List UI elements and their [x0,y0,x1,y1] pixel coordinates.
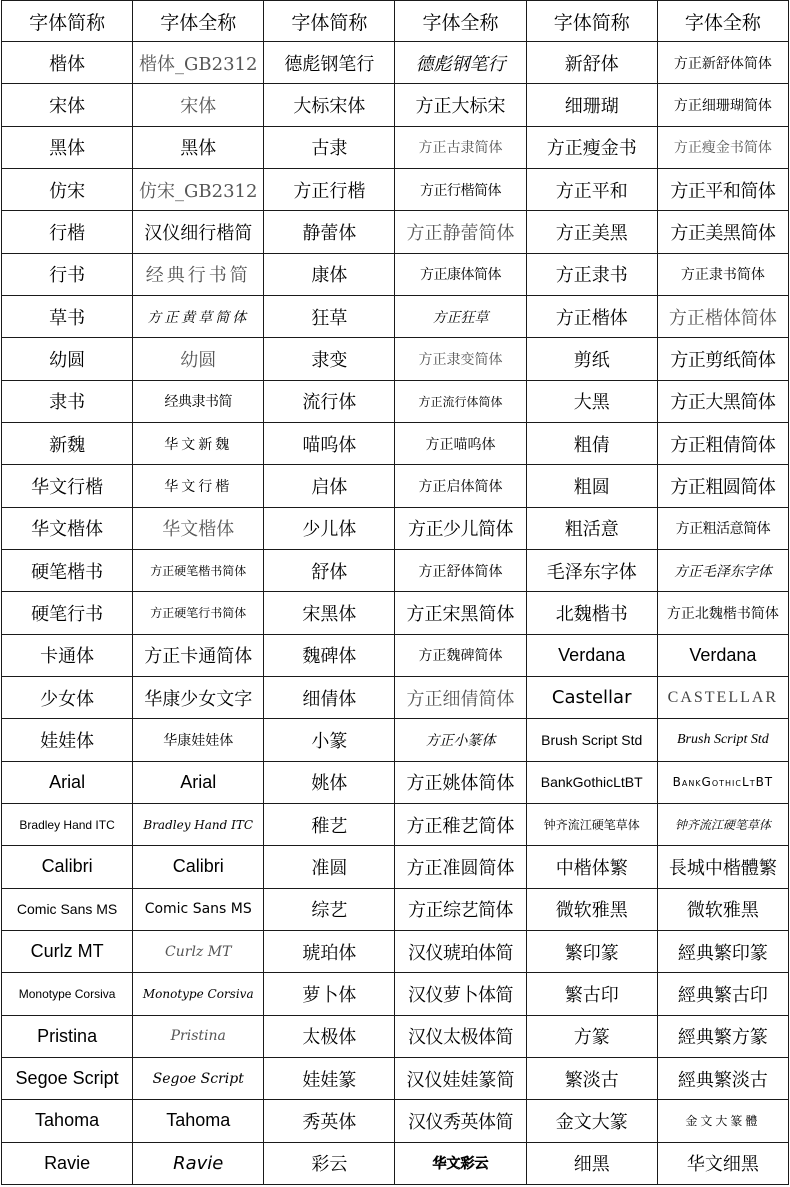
font-full-name-cell: 方正平和简体 [657,168,788,210]
font-full-name-cell: Verdana [657,634,788,676]
font-full-name-cell: 方正综艺简体 [395,888,526,930]
font-short-name-cell: 方正行楷 [264,168,395,210]
font-short-name-cell: Bradley Hand ITC [2,803,133,845]
font-short-name-cell: 综艺 [264,888,395,930]
font-full-name-cell: 方正舒体简体 [395,549,526,591]
font-short-name-cell: Arial [2,761,133,803]
table-row [2,634,789,676]
font-full-name-cell: 經典繁淡古 [657,1057,788,1099]
header-cell: 字体全称 [395,1,526,42]
font-short-name-cell: 卡通体 [2,634,133,676]
table-row [2,42,789,84]
font-short-name-cell: 繁淡古 [526,1057,657,1099]
font-short-name-cell: Brush Script Std [526,719,657,761]
font-short-name-cell: 细珊瑚 [526,84,657,126]
font-full-name-cell: 方正北魏楷书简体 [657,592,788,634]
font-short-name-cell: 繁印篆 [526,930,657,972]
table-row [2,761,789,803]
font-full-name-cell: 汉仪细行楷简 [133,211,264,253]
font-short-name-cell: 楷体 [2,42,133,84]
font-short-name-cell: 草书 [2,295,133,337]
font-short-name-cell: 琥珀体 [264,930,395,972]
font-full-name-cell: 方正少儿简体 [395,507,526,549]
font-short-name-cell: Segoe Script [2,1057,133,1099]
font-full-name-cell: Ravie [133,1142,264,1184]
font-short-name-cell: 娃娃篆 [264,1057,395,1099]
font-short-name-cell: 方正美黑 [526,211,657,253]
font-full-name-cell: 方正美黑简体 [657,211,788,253]
table-row [2,422,789,464]
font-full-name-cell: Segoe Script [133,1057,264,1099]
font-full-name-cell: 方正粗倩简体 [657,422,788,464]
font-full-name-cell: 汉仪娃娃篆简 [395,1057,526,1099]
font-full-name-cell: Calibri [133,846,264,888]
font-full-name-cell: 经典隶书简 [133,380,264,422]
header-cell: 字体全称 [133,1,264,42]
font-short-name-cell: 大标宋体 [264,84,395,126]
font-short-name-cell: 准圆 [264,846,395,888]
font-full-name-cell: 方正粗活意简体 [657,507,788,549]
font-full-name-cell: 方正细倩简体 [395,676,526,718]
font-short-name-cell: 粗活意 [526,507,657,549]
table-row [2,549,789,591]
font-short-name-cell: 中楷体繁 [526,846,657,888]
font-short-name-cell: Castellar [526,676,657,718]
font-full-name-cell: 方正准圆简体 [395,846,526,888]
font-short-name-cell: 流行体 [264,380,395,422]
font-short-name-cell: 稚艺 [264,803,395,845]
table-row [2,1015,789,1057]
font-short-name-cell: Tahoma [2,1100,133,1142]
font-short-name-cell: 硬笔行书 [2,592,133,634]
font-short-name-cell: 少儿体 [264,507,395,549]
header-cell: 字体简称 [526,1,657,42]
font-short-name-cell: Curlz MT [2,930,133,972]
font-full-name-cell: 华康少女文字 [133,676,264,718]
font-full-name-cell: 方正行楷简体 [395,168,526,210]
table-row [2,1100,789,1142]
font-full-name-cell: 方正剪纸简体 [657,338,788,380]
font-full-name-cell: 方正黄草简体 [133,295,264,337]
font-full-name-cell: 华文行楷 [133,465,264,507]
font-short-name-cell: 大黑 [526,380,657,422]
font-short-name-cell: 狂草 [264,295,395,337]
font-full-name-cell: 汉仪萝卜体简 [395,973,526,1015]
font-short-name-cell: Pristina [2,1015,133,1057]
font-full-name-cell: Bradley Hand ITC [133,803,264,845]
font-full-name-cell: 幼圆 [133,338,264,380]
table-row [2,1057,789,1099]
font-short-name-cell: Monotype Corsiva [2,973,133,1015]
font-full-name-cell: 方正宋黑简体 [395,592,526,634]
table-row [2,295,789,337]
table-body [2,42,789,1185]
font-full-name-cell: 汉仪琥珀体简 [395,930,526,972]
font-short-name-cell: 细黑 [526,1142,657,1184]
font-short-name-cell: 行楷 [2,211,133,253]
font-short-name-cell: Verdana [526,634,657,676]
font-full-name-cell: 方正静蕾简体 [395,211,526,253]
font-short-name-cell: 方篆 [526,1015,657,1057]
font-full-name-cell: 汉仪太极体简 [395,1015,526,1057]
font-short-name-cell: 彩云 [264,1142,395,1184]
font-reference-table [1,0,789,1185]
font-full-name-cell: 方正启体简体 [395,465,526,507]
font-full-name-cell: 經典繁印篆 [657,930,788,972]
font-full-name-cell: 方正古隶简体 [395,126,526,168]
font-full-name-cell: 方正隶变简体 [395,338,526,380]
font-short-name-cell: 细倩体 [264,676,395,718]
font-full-name-cell: 德彪钢笔行 [395,42,526,84]
font-short-name-cell: 宋体 [2,84,133,126]
font-full-name-cell: 黑体 [133,126,264,168]
font-full-name-cell: 汉仪秀英体简 [395,1100,526,1142]
table-row [2,803,789,845]
font-short-name-cell: 毛泽东字体 [526,549,657,591]
table-row [2,930,789,972]
font-full-name-cell: Comic Sans MS [133,888,264,930]
font-full-name-cell: 华文细黑 [657,1142,788,1184]
font-full-name-cell: 楷体_GB2312 [133,42,264,84]
table-row [2,676,789,718]
font-full-name-cell: Monotype Corsiva [133,973,264,1015]
font-full-name-cell: 方正瘦金书简体 [657,126,788,168]
font-short-name-cell: 宋黑体 [264,592,395,634]
font-short-name-cell: 金文大篆 [526,1100,657,1142]
font-full-name-cell: 方正粗圆简体 [657,465,788,507]
table-row [2,846,789,888]
font-short-name-cell: 启体 [264,465,395,507]
font-short-name-cell: 方正平和 [526,168,657,210]
font-short-name-cell: Ravie [2,1142,133,1184]
font-short-name-cell: 魏碑体 [264,634,395,676]
header-cell: 字体简称 [2,1,133,42]
font-full-name-cell: 宋体 [133,84,264,126]
table-row [2,973,789,1015]
font-short-name-cell: 新魏 [2,422,133,464]
table-row [2,211,789,253]
font-full-name-cell: 经典行书简 [133,253,264,295]
font-short-name-cell: 华文楷体 [2,507,133,549]
font-short-name-cell: 少女体 [2,676,133,718]
font-full-name-cell: 华文新魏 [133,422,264,464]
font-full-name-cell: 方正毛泽东字体 [657,549,788,591]
font-short-name-cell: 娃娃体 [2,719,133,761]
font-full-name-cell: Arial [133,761,264,803]
font-short-name-cell: 仿宋 [2,168,133,210]
font-full-name-cell: 長城中楷體繁 [657,846,788,888]
font-short-name-cell: 方正楷体 [526,295,657,337]
font-full-name-cell: 方正细珊瑚简体 [657,84,788,126]
table-row [2,888,789,930]
font-short-name-cell: 隶变 [264,338,395,380]
font-short-name-cell: 方正瘦金书 [526,126,657,168]
font-short-name-cell: 华文行楷 [2,465,133,507]
font-full-name-cell: Brush Script Std [657,719,788,761]
font-full-name-cell: 华康娃娃体 [133,719,264,761]
font-short-name-cell: 舒体 [264,549,395,591]
font-short-name-cell: 静蕾体 [264,211,395,253]
font-full-name-cell: 方正姚体简体 [395,761,526,803]
font-short-name-cell: 黑体 [2,126,133,168]
font-full-name-cell: 方正卡通简体 [133,634,264,676]
font-full-name-cell: 微软雅黑 [657,888,788,930]
font-full-name-cell: 方正魏碑简体 [395,634,526,676]
font-full-name-cell: 方正稚艺简体 [395,803,526,845]
font-full-name-cell: Pristina [133,1015,264,1057]
table-row [2,507,789,549]
font-short-name-cell: 幼圆 [2,338,133,380]
font-short-name-cell: 萝卜体 [264,973,395,1015]
font-full-name-cell: BankGothicLtBT [657,761,788,803]
font-short-name-cell: Comic Sans MS [2,888,133,930]
font-short-name-cell: 繁古印 [526,973,657,1015]
font-short-name-cell: 姚体 [264,761,395,803]
font-full-name-cell: 方正硬笔行书简体 [133,592,264,634]
font-short-name-cell: BankGothicLtBT [526,761,657,803]
table-header-row [2,1,789,42]
table-row [2,380,789,422]
font-short-name-cell: 方正隶书 [526,253,657,295]
font-full-name-cell: 钟齐流江硬笔草体 [657,803,788,845]
font-short-name-cell: 粗圆 [526,465,657,507]
table-row [2,168,789,210]
table-row [2,338,789,380]
table-row [2,253,789,295]
table-row [2,719,789,761]
font-full-name-cell: 方正狂草 [395,295,526,337]
font-full-name-cell: 方正硬笔楷书简体 [133,549,264,591]
header-cell: 字体全称 [657,1,788,42]
font-full-name-cell: 仿宋_GB2312 [133,168,264,210]
font-full-name-cell: Tahoma [133,1100,264,1142]
font-full-name-cell: 方正康体简体 [395,253,526,295]
font-full-name-cell: 方正大标宋 [395,84,526,126]
font-short-name-cell: 行书 [2,253,133,295]
font-short-name-cell: 喵呜体 [264,422,395,464]
font-full-name-cell: 方正隶书简体 [657,253,788,295]
font-short-name-cell: 隶书 [2,380,133,422]
table-row [2,84,789,126]
font-full-name-cell: 华文楷体 [133,507,264,549]
font-full-name-cell: 金文大篆體 [657,1100,788,1142]
font-full-name-cell: 方正楷体简体 [657,295,788,337]
font-full-name-cell: 方正小篆体 [395,719,526,761]
font-short-name-cell: 太极体 [264,1015,395,1057]
header-cell: 字体简称 [264,1,395,42]
font-full-name-cell: 經典繁方篆 [657,1015,788,1057]
font-full-name-cell: CASTELLAR [657,676,788,718]
font-short-name-cell: 秀英体 [264,1100,395,1142]
font-short-name-cell: 粗倩 [526,422,657,464]
font-short-name-cell: 德彪钢笔行 [264,42,395,84]
font-full-name-cell: 方正喵呜体 [395,422,526,464]
font-short-name-cell: 小篆 [264,719,395,761]
font-full-name-cell: 方正流行体简体 [395,380,526,422]
font-short-name-cell: 康体 [264,253,395,295]
font-short-name-cell: 新舒体 [526,42,657,84]
font-full-name-cell: 方正大黑简体 [657,380,788,422]
font-full-name-cell: 經典繁古印 [657,973,788,1015]
font-short-name-cell: 剪纸 [526,338,657,380]
font-short-name-cell: 钟齐流江硬笔草体 [526,803,657,845]
font-short-name-cell: 硬笔楷书 [2,549,133,591]
table-row [2,592,789,634]
table-row [2,126,789,168]
font-short-name-cell: 微软雅黑 [526,888,657,930]
font-short-name-cell: 北魏楷书 [526,592,657,634]
font-full-name-cell: 华文彩云 [395,1142,526,1184]
font-short-name-cell: Calibri [2,846,133,888]
font-short-name-cell: 古隶 [264,126,395,168]
font-full-name-cell: 方正新舒体简体 [657,42,788,84]
font-full-name-cell: Curlz MT [133,930,264,972]
table-row [2,1142,789,1184]
table-row [2,465,789,507]
